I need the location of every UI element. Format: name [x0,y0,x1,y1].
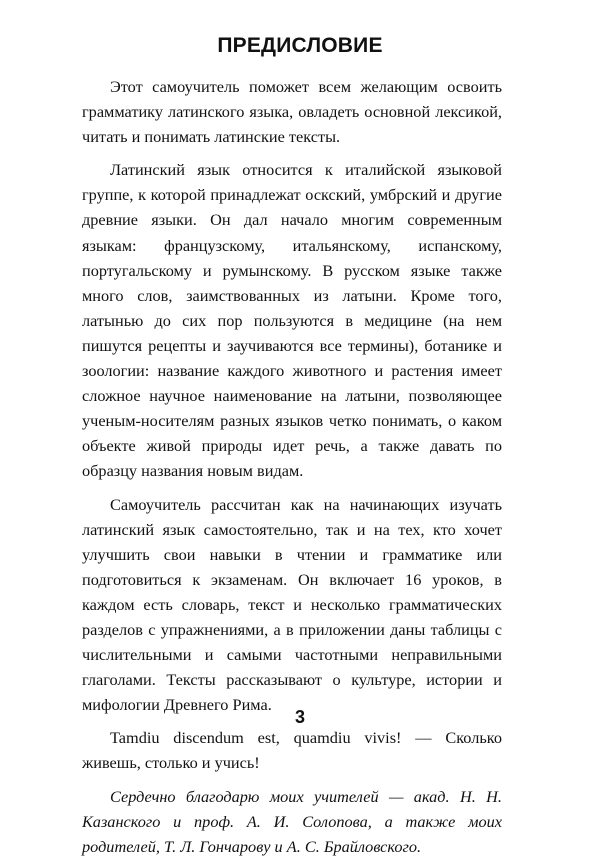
page-number: 3 [294,707,305,727]
paragraph-latin-language: Латинский язык относится к италийской языковой группе, к которой принадлежат оскский, умбрский и другие древние языки. Он дал начало многим современным языкам: французскому, итальянскому, испанскому, португальскому и румынскому. В русском языке также много слов, заимствованных из латыни. Кроме того, латынью до сих пор пользуются в медицине (на нем пишутся рецепты и заучиваются все термины), ботанике и зоологии: название каждого животного и растения имеет сложное научное наименование на латыни, позволяющее ученым-носителям разных языков четко понимать, о каком объекте живой природы идет речь, а также давать по образцу названия новым видам. [82,160,502,481]
acknowledgement: Сердечно благодарю моих учителей — акад. Н. Н. Казанского и проф. А. И. Солопова, а также моих родителей, Т. Л. Гончарову и А. С. Брайловского. [82,786,502,856]
paragraph-motto: Tamdiu discendum est, quamdiu vivis! — Сколько живешь, столько и учись! [82,728,502,773]
paragraph-course-description: Самоучитель рассчитан как на начинающих изучать латинский язык самостоятельно, так и на тех, кто хочет улучшить свои навыки в чтении и грамматике или подготовиться к экзаменам. Он включает 16 уроков, в каждом есть словарь, текст и несколько грамматических разделов с упражнениями, а в приложении даны таблицы с числительными и самыми частотными неправильными глаголами. Тексты рассказывают о культуре, истории и мифологии Древнего Рима. [82,494,502,715]
page-title: ПРЕДИСЛОВИЕ [217,34,383,57]
paragraph-intro: Этот самоучитель поможет всем желающим освоить грамматику латинского языка, овладеть основной лексикой, читать и понимать латинские тексты. [82,77,502,147]
preface-body [82,74,502,867]
